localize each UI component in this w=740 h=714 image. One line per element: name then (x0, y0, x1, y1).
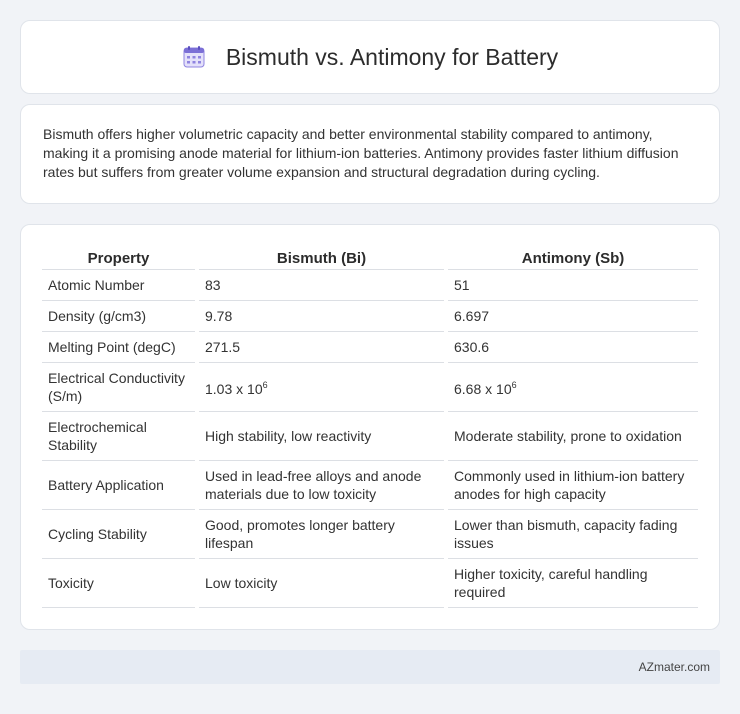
table-row (42, 510, 698, 559)
description-card (20, 104, 720, 204)
header-property: Property (42, 243, 195, 270)
property-cell: Electrochemical Stability (42, 412, 195, 461)
table-row (42, 270, 698, 301)
bismuth-cell: 271.5 (199, 332, 444, 363)
calendar-icon (182, 45, 206, 69)
comparison-table (42, 243, 698, 608)
bismuth-cell: 1.03 x $10^6$ (199, 363, 444, 412)
antimony-cell: Commonly used in lithium-ion battery anodes for high capacity (448, 461, 698, 510)
antimony-cell: Lower than bismuth, capacity fading issues (448, 510, 698, 559)
description-text: Bismuth offers higher volumetric capacity and better environmental stability compared to antimony, making it a promising anode material for lithium-ion batteries. Antimony provides faster lithium diffusion rates but suffers from greater volume expansion and structural degradation during cycling. (43, 126, 679, 180)
header-antimony: Antimony (Sb) (448, 243, 698, 270)
bismuth-cell: High stability, low reactivity (199, 412, 444, 461)
table-row (42, 559, 698, 608)
footer (20, 650, 720, 684)
property-cell: Atomic Number (42, 270, 195, 301)
antimony-cell: 51 (448, 270, 698, 301)
antimony-cell: 6.697 (448, 301, 698, 332)
property-cell: Density (g/cm3) (42, 301, 195, 332)
header-bismuth: Bismuth (Bi) (199, 243, 444, 270)
antimony-cell: Moderate stability, prone to oxidation (448, 412, 698, 461)
antimony-cell: 630.6 (448, 332, 698, 363)
bismuth-cell: Low toxicity (199, 559, 444, 608)
bismuth-cell: Used in lead-free alloys and anode materials due to low toxicity (199, 461, 444, 510)
property-cell: Electrical Conductivity (S/m) (42, 363, 195, 412)
antimony-cell: Higher toxicity, careful handling required (448, 559, 698, 608)
bismuth-cell: Good, promotes longer battery lifespan (199, 510, 444, 559)
bismuth-cell: 83 (199, 270, 444, 301)
table-row (42, 412, 698, 461)
bismuth-cell: 9.78 (199, 301, 444, 332)
page-title: Bismuth vs. Antimony for Battery (225, 43, 559, 70)
table-header-row (42, 243, 698, 270)
comparison-card (20, 224, 720, 630)
table-row (42, 461, 698, 510)
antimony-cell: 6.68 x $10^6$ (448, 363, 698, 412)
footer-brand-link[interactable]: AZmater.com (638, 660, 710, 674)
title-card (20, 20, 720, 94)
property-cell: Melting Point (degC) (42, 332, 195, 363)
property-cell: Cycling Stability (42, 510, 195, 559)
property-cell: Battery Application (42, 461, 195, 510)
property-cell: Toxicity (42, 559, 195, 608)
table-row (42, 332, 698, 363)
table-row (42, 301, 698, 332)
table-row (42, 363, 698, 412)
